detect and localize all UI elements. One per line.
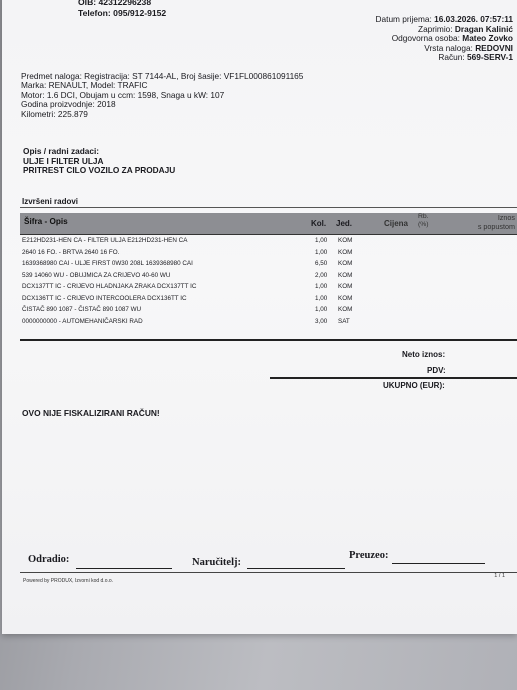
received-date: Datum prijema: 16.03.2026. 07:57:11 bbox=[375, 14, 513, 24]
vat-label: PDV: bbox=[427, 366, 446, 375]
row-unit: KOM bbox=[338, 260, 353, 267]
table-row bbox=[22, 247, 517, 259]
powered-by: Powered by PRODUX, Izvorni kod d.o.o. bbox=[23, 578, 114, 584]
vehicle-make-model: Marka: RENAULT, Model: TRAFIC bbox=[21, 80, 148, 91]
divider bbox=[20, 207, 517, 208]
col-price: Cijena bbox=[384, 219, 409, 228]
row-unit: KOM bbox=[338, 237, 353, 244]
signature-line bbox=[392, 563, 485, 564]
vehicle-engine: Motor: 1.6 DCI, Obujam u ccm: 1598, Snaga u kW: 107 bbox=[21, 89, 225, 100]
vehicle-info bbox=[21, 72, 303, 119]
table-row bbox=[22, 293, 517, 305]
signature-line bbox=[247, 568, 345, 569]
row-description: 1639368980 CAI - ULJE FIRST 0W30 208L 1639368980 CAI bbox=[22, 260, 193, 267]
row-description: 0000000000 - AUTOMEHANIČARSKI RAD bbox=[22, 317, 143, 325]
row-description: 2640 16 FO. - BRTVA 2640 16 FO. bbox=[22, 248, 120, 256]
row-description: DCX137TT IC - CRIJEVO HLADNJAKA ZRAKA DCX137TT IC bbox=[22, 283, 197, 290]
row-quantity: 1,00 bbox=[315, 306, 328, 313]
row-quantity: 1,00 bbox=[315, 248, 328, 256]
invoice-document bbox=[2, 0, 517, 634]
task-item: ULJE I FILTER ULJA bbox=[23, 155, 104, 166]
col-amount: Iznos s popustom bbox=[477, 213, 515, 231]
table-row bbox=[22, 235, 517, 247]
row-quantity: 1,00 bbox=[315, 237, 328, 244]
table-row bbox=[22, 316, 517, 328]
table-bottom-line bbox=[20, 339, 517, 341]
order-meta bbox=[376, 15, 513, 63]
row-unit: KOM bbox=[338, 294, 353, 302]
vehicle-registration: Predmet naloga: Registracija: ST 7144-AL, Broj šasije: VF1FL000861091165 bbox=[21, 71, 304, 81]
totals-line bbox=[270, 377, 517, 379]
row-description: ČISTAČ 890 1087 - ČISTAČ 890 1087 WU bbox=[22, 306, 142, 313]
responsible-person: Odgovorna osoba: Mateo Zovko bbox=[391, 33, 513, 44]
row-quantity: 1,00 bbox=[315, 283, 328, 290]
row-description: DCX136TT IC - CRIJEVO INTERCOOLERA DCX136TT IC bbox=[22, 294, 187, 302]
row-description: 539 14060 WU - OBUJMICA ZA CRIJEVO 40-60 WU bbox=[22, 271, 171, 279]
row-unit: KOM bbox=[338, 271, 353, 279]
signature-customer-label: Naručitelj: bbox=[192, 557, 241, 568]
page-number: 1 / 1 bbox=[494, 573, 505, 579]
row-unit: SAT bbox=[338, 317, 350, 325]
row-quantity: 6,50 bbox=[315, 260, 328, 267]
col-discount: Rb. (%) bbox=[418, 213, 429, 228]
total-label: UKUPNO (EUR): bbox=[383, 381, 445, 390]
signature-received-label: Preuzeo: bbox=[349, 550, 389, 561]
col-unit: Jed. bbox=[336, 219, 353, 228]
signature-issued-label: Odradio: bbox=[28, 554, 70, 565]
net-amount-label: Neto iznos: bbox=[402, 350, 446, 359]
row-unit: KOM bbox=[338, 306, 353, 313]
vehicle-mileage: Kilometri: 225.879 bbox=[21, 108, 88, 119]
task-item: PRITREST CILO VOZILO ZA PRODAJU bbox=[23, 165, 176, 176]
company-oib: OIB: 42312296238 bbox=[78, 0, 152, 7]
row-quantity: 2,00 bbox=[315, 271, 328, 279]
table-header bbox=[20, 213, 517, 235]
works-title: Izvršeni radovi bbox=[22, 197, 79, 206]
col-code-desc: Šifra - Opis bbox=[24, 217, 68, 226]
vehicle-year: Godina proizvodnje: 2018 bbox=[21, 99, 116, 110]
table-row bbox=[22, 281, 517, 293]
order-type: Vrsta naloga: REDOVNI bbox=[424, 42, 513, 53]
row-quantity: 3,00 bbox=[315, 317, 328, 325]
work-tasks bbox=[23, 147, 175, 176]
received-by: Zaprimio: Dragan Kalinić bbox=[418, 23, 513, 34]
row-quantity: 1,00 bbox=[315, 294, 328, 302]
table-row bbox=[22, 258, 517, 270]
footer-line bbox=[20, 572, 517, 573]
signature-line bbox=[76, 568, 172, 569]
row-unit: KOM bbox=[338, 248, 353, 256]
tasks-title: Opis / radni zadaci: bbox=[23, 146, 100, 156]
table-row bbox=[22, 304, 517, 316]
row-description: E212HD231-HEN CA - FILTER ULJA E212HD231-HEN CA bbox=[22, 237, 188, 244]
row-unit: KOM bbox=[338, 283, 353, 290]
invoice-number: Račun: 569-SERV-1 bbox=[438, 52, 513, 63]
fiscal-notice: OVO NIJE FISKALIZIRANI RAČUN! bbox=[22, 408, 160, 418]
col-qty: Kol. bbox=[311, 219, 327, 228]
company-phone: Telefon: 095/912-9152 bbox=[78, 8, 167, 18]
table-row bbox=[22, 270, 517, 282]
